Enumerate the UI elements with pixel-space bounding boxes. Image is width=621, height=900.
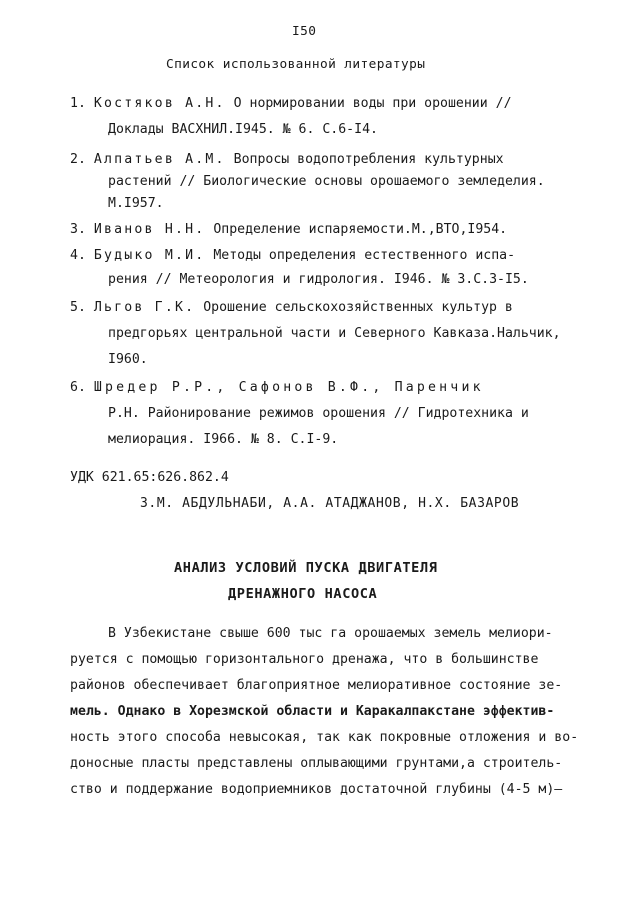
reference-number: 2. xyxy=(70,152,86,167)
body-line: ность этого способа невысокая, так как покровные отложения и во- xyxy=(70,730,579,745)
udk-code: УДК 621.65:626.862.4 xyxy=(70,470,229,485)
body-line: доносные пласты представлены оплывающими грунтами,а строитель- xyxy=(70,756,563,771)
reference-text: Р.Н. Районирование режимов орошения // Гидротехника и xyxy=(108,406,529,421)
reference-number: 1. xyxy=(70,96,86,111)
reference-author: Алпатьев А.М. xyxy=(93,152,226,167)
reference-text: I960. xyxy=(108,352,148,367)
reference-number: 3. xyxy=(70,222,86,237)
body-line: В Узбекистане свыше 600 тыс га орошаемых земель мелиори- xyxy=(108,626,553,641)
reference-number: 4. xyxy=(70,248,86,263)
reference-text: Орошение сельскохозяйственных культур в xyxy=(203,300,513,315)
reference-number: 5. xyxy=(70,300,86,315)
body-line: районов обеспечивает благоприятное мелиоративное состояние зе- xyxy=(70,678,563,693)
reference-text: М.I957. xyxy=(108,196,164,211)
body-line: ство и поддержание водоприемников достаточной глубины (4-5 м)— xyxy=(70,782,563,797)
reference-author: Льгов Г.К. xyxy=(93,300,196,315)
reference-text: Вопросы водопотребления культурных xyxy=(233,152,504,167)
reference-author: Иванов Н.Н. xyxy=(93,222,206,237)
page-number: I50 xyxy=(292,24,317,39)
reference-number: 6. xyxy=(70,380,86,395)
reference-author: Шредер Р.Р., Сафонов В.Ф., Паренчик xyxy=(93,380,484,395)
reference-text: Методы определения естественного испа- xyxy=(213,248,516,263)
reference-text: Доклады ВАСХНИЛ.I945. № 6. С.6-I4. xyxy=(108,122,378,137)
references-heading: Список использованной литературы xyxy=(166,57,426,72)
body-line: руется с помощью горизонтального дренажа, что в большинстве xyxy=(70,652,539,667)
reference-author: Костяков А.Н. xyxy=(93,96,226,111)
article-authors: З.М. АБДУЛЬНАБИ, А.А. АТАДЖАНОВ, Н.Х. БАЗАРОВ xyxy=(140,496,520,511)
article-title: АНАЛИЗ УСЛОВИЙ ПУСКА ДВИГАТЕЛЯ xyxy=(174,560,438,576)
reference-text: О нормировании воды при орошении // xyxy=(233,96,512,111)
body-line: мель. Однако в Хорезмской области и Каракалпакстане эффектив- xyxy=(70,704,555,719)
reference-text: растений // Биологические основы орошаемого земледелия. xyxy=(108,174,545,189)
reference-author: Будыко М.И. xyxy=(93,248,206,263)
reference-text: Определение испаряемости.М.,ВТО,I954. xyxy=(213,222,508,237)
reference-text: мелиорация. I966. № 8. С.I-9. xyxy=(108,432,339,447)
reference-text: рения // Метеорология и гидрология. I946. № 3.С.3-I5. xyxy=(108,272,529,287)
reference-text: предгорьях центральной части и Северного Кавказа.Нальчик, xyxy=(108,326,561,341)
article-title: ДРЕНАЖНОГО НАСОСА xyxy=(228,586,378,602)
